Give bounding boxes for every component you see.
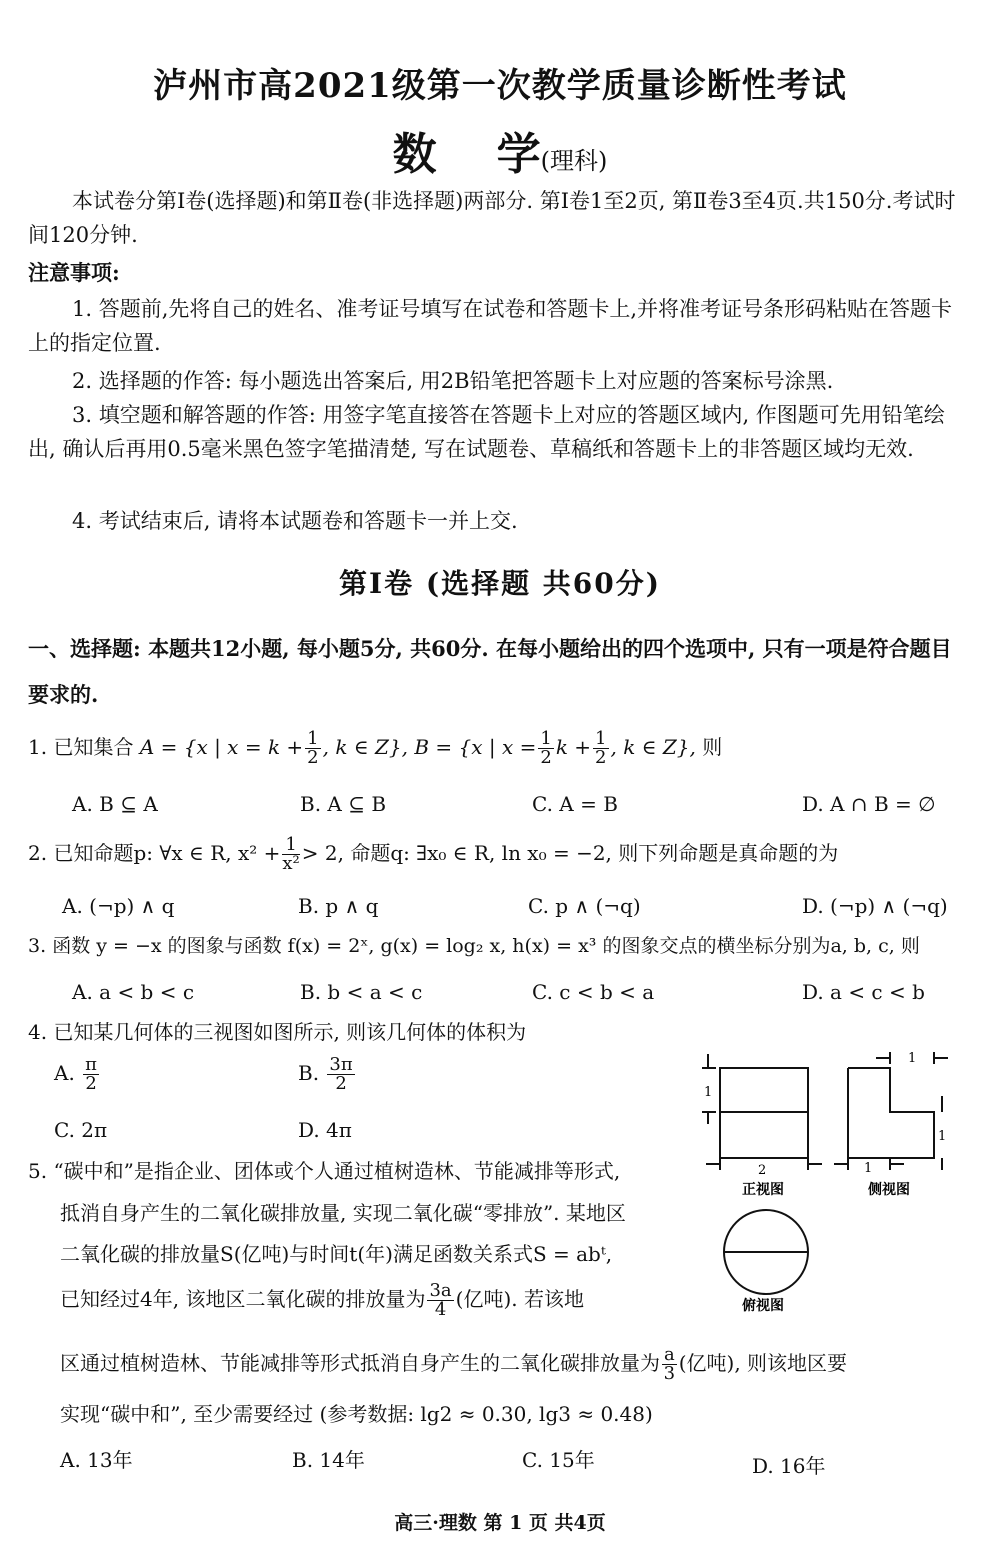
subject-char-1: 数 [392, 129, 437, 180]
q3-option-d: D. a < c < b [802, 980, 925, 1004]
side-view-label: 侧视图 [868, 1182, 910, 1198]
notice-item-3: 3. 填空题和解答题的作答: 用签字笔直接答在答题卡上对应的答题区域内, 作图题可先用铅笔绘出, 确认后再用0.5毫米黑色签字笔描清楚, 写在试题卷、草稿纸和答题卡上的非答题区域均无效. [28, 403, 945, 461]
q2-option-d: D. (¬p) ∧ (¬q) [802, 894, 948, 918]
q3-option-a: A. a < b < c [72, 980, 195, 1004]
side-dim-bottom: 1 [864, 1161, 873, 1176]
top-view-label: 俯视图 [742, 1298, 784, 1314]
q1-option-c: C. A = B [532, 792, 618, 816]
q1-option-d: D. A ∩ B = ∅ [802, 792, 936, 816]
front-view [702, 1054, 822, 1170]
question-3: 3. 函数 y = −x 的图象与函数 f(x) = 2ˣ, g(x) = log₂ x, h(x) = x³ 的图象交点的横坐标分别为a, b, c, 则 [28, 935, 920, 957]
q4-option-c: C. 2π [54, 1118, 108, 1142]
question-2: 2. 已知命题p: ∀x ∈ R, x² + $\frac{1}{\text{x²}}$ > 2, 命题q: ∃x₀ ∈ R, ln x₀ = −2, 则下列命题是真命题的为 [28, 834, 839, 874]
q5-option-a: A. 13年 [60, 1448, 133, 1472]
front-view-label: 正视图 [742, 1182, 784, 1198]
q1-option-b: B. A ⊆ B [300, 792, 387, 816]
front-dim-width: 2 [758, 1163, 767, 1178]
q5-option-d: D. 16年 [752, 1454, 826, 1478]
notice-item-1: 1. 答题前,先将自己的姓名、准考证号填写在试卷和答题卡上,并将准考证号条形码粘贴在答题卡上的指定位置. [28, 297, 953, 355]
q5-option-c: C. 15年 [522, 1448, 595, 1472]
side-view [834, 1052, 948, 1170]
q4-option-d: D. 4π [298, 1118, 352, 1142]
q2-option-c: C. p ∧ (¬q) [528, 894, 641, 918]
top-view [724, 1210, 808, 1294]
section-title: 第Ⅰ卷 (选择题 共60分) [338, 567, 662, 600]
q2-option-b: B. p ∧ q [298, 894, 379, 918]
exam-title: 泸州市高2021级第一次教学质量诊断性考试 [153, 66, 847, 106]
subject-char-2: 学 [496, 129, 541, 180]
subject-note: (理科) [540, 147, 608, 175]
subject-heading [0, 118, 1000, 182]
three-view-figure [690, 1040, 970, 1320]
q5-option-b: B. 14年 [292, 1448, 365, 1472]
q4-option-b: B. $\frac{3\pi}{2}$ [298, 1054, 353, 1094]
q3-option-c: C. c < b < a [532, 980, 655, 1004]
intro-paragraph: 本试卷分第Ⅰ卷(选择题)和第Ⅱ卷(非选择题)两部分. 第Ⅰ卷1至2页, 第Ⅱ卷3至4页.共150分.考试时间120分钟. [28, 189, 956, 247]
part-heading: 一、选择题: 本题共12小题, 每小题5分, 共60分. 在每小题给出的四个选项中, 只有一项是符合题目要求的. [28, 636, 952, 707]
question-1: 1. 已知集合 A = {x | x = k + $\frac{1}{2}$ , k ∈ Z}, B = {x | x = $\frac{1}{2}$ k + $\frac{1}{2}$ , k ∈ Z}, 则 [28, 728, 723, 768]
notice-heading: 注意事项: [28, 260, 120, 285]
q2-option-a: A. (¬p) ∧ q [62, 894, 175, 918]
side-dim-right: 1 [938, 1129, 947, 1144]
q3-option-b: B. b < a < c [300, 980, 423, 1004]
notice-item-2: 2. 选择题的作答: 每小题选出答案后, 用2B铅笔把答题卡上对应题的答案标号涂黑. [72, 369, 834, 393]
notice-item-4: 4. 考试结束后, 请将本试题卷和答题卡一并上交. [72, 509, 518, 533]
front-dim-height: 1 [704, 1085, 713, 1100]
q1-option-a: A. B ⊆ A [72, 792, 158, 816]
q4-option-a: A. $\frac{\pi}{2}$ [54, 1054, 98, 1094]
question-4: 4. 已知某几何体的三视图如图所示, 则该几何体的体积为 [28, 1020, 527, 1044]
side-dim-top: 1 [908, 1051, 917, 1066]
page-footer: 高三·理数 第 1 页 共4页 [394, 1512, 606, 1534]
